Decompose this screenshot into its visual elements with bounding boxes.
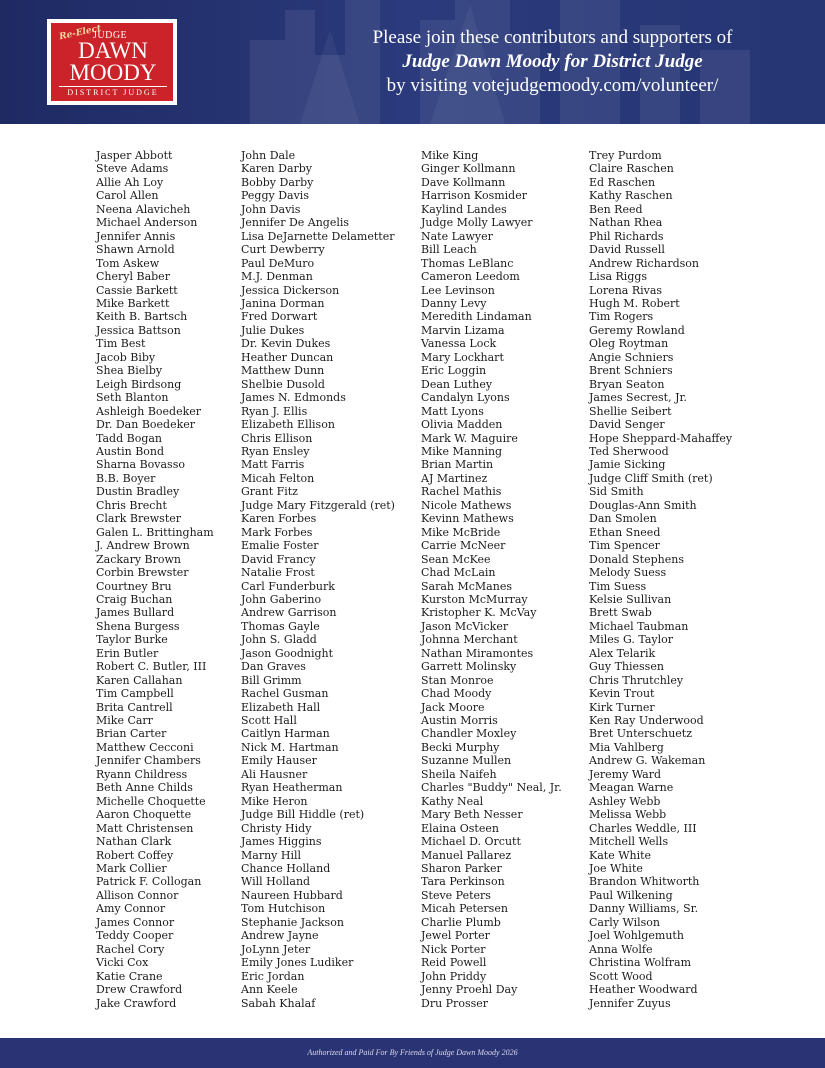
contributor-name: Tom Askew <box>96 256 160 270</box>
contributor-name: James Higgins <box>241 835 322 849</box>
contributor-name: J. Andrew Brown <box>96 539 190 553</box>
contributor-name: Ben Reed <box>589 202 643 216</box>
contributor-name: Carl Funderburk <box>241 579 335 593</box>
contributor-name: Andrew Garrison <box>241 606 337 620</box>
contributor-name: Heather Duncan <box>241 350 334 364</box>
contributor-name: Lisa DeJarnette Delametter <box>241 229 395 243</box>
contributor-name: Brent Schniers <box>589 364 673 378</box>
contributor-name: Mike Manning <box>421 444 503 458</box>
contributor-name: Ryan Ensley <box>241 444 310 458</box>
contributor-name: Emily Jones Ludiker <box>241 956 354 970</box>
contributor-name: Janina Dorman <box>241 296 325 310</box>
contributor-name: Bill Leach <box>421 243 477 257</box>
contributor-name: Melody Suess <box>589 566 667 580</box>
contributor-name: Judge Molly Lawyer <box>421 216 533 230</box>
contributor-name: Guy Thiessen <box>589 660 664 674</box>
contributor-name: Anna Wolfe <box>589 942 653 956</box>
contributor-name: Natalie Frost <box>241 566 315 580</box>
contributor-name: Jacob Biby <box>96 350 156 364</box>
contributor-name: Julie Dukes <box>241 323 305 337</box>
contributor-name: Karen Forbes <box>241 512 317 526</box>
contributor-name: Bobby Darby <box>241 175 314 189</box>
contributor-name: Stan Monroe <box>421 673 494 687</box>
footer-disclaimer: Authorized and Paid For By Friends of Judge Dawn Moody 2026 <box>0 1038 825 1068</box>
contributor-name: Nick Porter <box>421 942 486 956</box>
contributor-name: Lisa Riggs <box>589 270 648 284</box>
contributor-name: Lorena Rivas <box>589 283 663 297</box>
contributor-name: Joel Wohlgemuth <box>589 929 684 943</box>
contributor-name: Meagan Warne <box>589 781 674 795</box>
contributor-name: Mitchell Wells <box>589 835 669 849</box>
contributor-name: Paul Wilkening <box>589 888 673 902</box>
contributor-name: B.B. Boyer <box>96 471 156 485</box>
contributor-name: Jessica Dickerson <box>241 283 340 297</box>
contributor-name: Danny Levy <box>421 296 487 310</box>
contributor-name: Robert C. Butler, III <box>96 660 207 674</box>
contributor-name: Judge Mary Fitzgerald (ret) <box>241 498 395 512</box>
contributor-name: Rachel Mathis <box>421 485 502 499</box>
contributor-name: Dan Smolen <box>589 512 657 526</box>
contributor-name: Keith B. Bartsch <box>96 310 188 324</box>
contributor-name: Tim Best <box>96 337 146 351</box>
contributor-name: Jack Moore <box>421 700 485 714</box>
contributor-name: Shelbie Dusold <box>241 377 325 391</box>
contributor-name: Michelle Choquette <box>96 794 206 808</box>
contributor-name: Ryan Heatherman <box>241 781 343 795</box>
contributor-column-2 <box>241 149 431 1010</box>
campaign-logo <box>47 19 177 105</box>
contributor-name: Tim Suess <box>589 579 647 593</box>
contributor-name: Judge Cliff Smith (ret) <box>589 471 713 485</box>
contributor-name: Scott Wood <box>589 969 653 983</box>
contributor-name: Hope Sheppard-Mahaffey <box>589 431 733 445</box>
contributor-name: Peggy Davis <box>241 189 309 203</box>
contributor-name: Brett Swab <box>589 606 652 620</box>
contributor-name: Karen Darby <box>241 162 313 176</box>
contributor-name: Steve Adams <box>96 162 169 176</box>
contributor-name: Melissa Webb <box>589 808 667 822</box>
contributor-name: Austin Bond <box>96 444 165 458</box>
contributor-name: Mia Vahlberg <box>589 740 664 754</box>
contributor-name: Vanessa Lock <box>421 337 497 351</box>
contributor-name: JoLynn Jeter <box>241 942 311 956</box>
contributor-name: Nick M. Hartman <box>241 740 339 754</box>
contributor-name: Chandler Moxley <box>421 727 517 741</box>
contributor-name: Bill Grimm <box>241 673 302 687</box>
contributor-name: Sheila Naifeh <box>421 767 497 781</box>
contributor-name: James Bullard <box>96 606 175 620</box>
contributor-name: Alex Telarik <box>589 646 656 660</box>
contributor-name: Mary Lockhart <box>421 350 504 364</box>
header-line-website: by visiting votejudgemoody.com/volunteer/ <box>386 75 719 96</box>
contributor-name: Kevin Trout <box>589 687 655 701</box>
contributor-name: Christy Hidy <box>241 821 312 835</box>
contributor-name: Ashley Webb <box>589 794 661 808</box>
contributor-name: Katie Crane <box>96 969 163 983</box>
contributor-name: John Gaberino <box>241 592 322 606</box>
contributor-name: Claire Raschen <box>589 162 674 176</box>
contributor-name: Sharna Bovasso <box>96 458 185 472</box>
contributor-name: Mary Beth Nesser <box>421 808 523 822</box>
contributor-column-4 <box>589 149 779 1010</box>
contributor-name: Steve Peters <box>421 888 491 902</box>
contributor-name: Shea Bielby <box>96 364 163 378</box>
contributor-name: Kate White <box>589 848 652 862</box>
contributor-name: Patrick F. Collogan <box>96 875 202 889</box>
contributor-name: Elaina Osteen <box>421 821 499 835</box>
contributor-name: Eric Jordan <box>241 969 305 983</box>
contributor-name: Jake Crawford <box>96 996 177 1010</box>
contributor-name: Scott Hall <box>241 714 297 728</box>
contributor-name: Michael Anderson <box>96 216 198 230</box>
contributor-name: Michael Taubman <box>589 619 689 633</box>
contributor-name: Chris Thrutchley <box>589 673 684 687</box>
contributor-name: Andrew Jayne <box>241 929 319 943</box>
contributor-name: Craig Buchan <box>96 592 173 606</box>
contributor-name: Carrie McNeer <box>421 539 506 553</box>
contributor-name: Emily Hauser <box>241 754 317 768</box>
contributor-name: Joe White <box>589 862 643 876</box>
contributor-name: Kathy Neal <box>421 794 484 808</box>
contributor-name: Galen L. Brittingham <box>96 525 214 539</box>
header-banner <box>0 0 825 124</box>
contributor-name: Matt Farris <box>241 458 305 472</box>
contributor-name: Vicki Cox <box>96 956 149 970</box>
contributor-name: Christina Wolfram <box>589 956 692 970</box>
contributor-name: Marvin Lizama <box>421 323 505 337</box>
contributor-name: Jasper Abbott <box>96 149 173 162</box>
contributor-name: Micah Felton <box>241 471 315 485</box>
contributor-name: Olivia Madden <box>421 418 503 432</box>
contributor-name: Caitlyn Harman <box>241 727 330 741</box>
contributor-name: Ginger Kollmann <box>421 162 516 176</box>
contributor-name: Jason Goodnight <box>241 646 334 660</box>
contributor-name: Ali Hausner <box>241 767 308 781</box>
contributor-name: Ashleigh Boedeker <box>96 404 202 418</box>
contributor-name: Ken Ray Underwood <box>589 714 704 728</box>
contributor-name: Trey Purdom <box>589 149 662 162</box>
contributor-name: Lee Levinson <box>421 283 495 297</box>
contributor-name: Kirk Turner <box>589 700 655 714</box>
contributor-name: Johnna Merchant <box>421 633 518 647</box>
contributor-name: Micah Petersen <box>421 902 508 916</box>
contributor-name: Tim Campbell <box>96 687 174 701</box>
contributor-name: Matthew Dunn <box>241 364 325 378</box>
contributor-name: Tara Perkinson <box>421 875 505 889</box>
contributor-name: Garrett Molinsky <box>421 660 517 674</box>
contributor-name: Donald Stephens <box>589 552 684 566</box>
contributor-list <box>0 149 825 1019</box>
contributor-name: Jennifer Zuyus <box>589 996 671 1010</box>
contributor-name: Kristopher K. McVay <box>421 606 537 620</box>
contributor-name: Mike Barkett <box>96 296 170 310</box>
contributor-name: Erin Butler <box>96 646 159 660</box>
contributor-name: Matt Lyons <box>421 404 484 418</box>
contributor-name: AJ Martinez <box>421 471 488 485</box>
logo-office-text: DISTRICT JUDGE <box>67 88 159 97</box>
contributor-name: Jessica Battson <box>96 323 181 337</box>
contributor-name: Harrison Kosmider <box>421 189 527 203</box>
contributor-name: Tom Hutchison <box>241 902 326 916</box>
contributor-name: M.J. Denman <box>241 270 313 284</box>
contributor-name: Kaylind Landes <box>421 202 507 216</box>
contributor-name: John Priddy <box>421 969 487 983</box>
contributor-name: Shena Burgess <box>96 619 180 633</box>
contributor-name: Dustin Bradley <box>96 485 180 499</box>
contributor-name: Sean McKee <box>421 552 491 566</box>
contributor-name: Brian Carter <box>96 727 167 741</box>
contributor-name: Ann Keele <box>241 983 298 997</box>
contributor-name: Ryann Childress <box>96 767 188 781</box>
contributor-name: Cassie Barkett <box>96 283 178 297</box>
contributor-name: Nathan Rhea <box>589 216 663 230</box>
contributor-name: Heather Woodward <box>589 983 698 997</box>
contributor-name: Carol Allen <box>96 189 159 203</box>
contributor-name: Ed Raschen <box>589 175 656 189</box>
contributor-name: Mark Forbes <box>241 525 313 539</box>
contributor-name: Fred Dorwart <box>241 310 318 324</box>
logo-reelect-text: Re-Elect <box>58 23 103 43</box>
contributor-name: Dr. Dan Boedeker <box>96 418 196 432</box>
contributor-name: Naureen Hubbard <box>241 888 343 902</box>
contributor-name: Nicole Mathews <box>421 498 512 512</box>
contributor-name: Dave Kollmann <box>421 175 506 189</box>
contributor-name: Geremy Rowland <box>589 323 685 337</box>
contributor-name: Brian Martin <box>421 458 494 472</box>
contributor-name: Suzanne Mullen <box>421 754 512 768</box>
contributor-name: Courtney Bru <box>96 579 172 593</box>
contributor-name: James Connor <box>96 915 175 929</box>
contributor-name: Nathan Clark <box>96 835 172 849</box>
contributor-name: Sharon Parker <box>421 862 502 876</box>
contributor-name: Mike Carr <box>96 714 153 728</box>
contributor-name: Aaron Choquette <box>96 808 192 822</box>
contributor-name: Nathan Miramontes <box>421 646 534 660</box>
contributor-name: Austin Morris <box>421 714 498 728</box>
contributor-name: Bret Unterschuetz <box>589 727 693 741</box>
contributor-name: Brita Cantrell <box>96 700 173 714</box>
contributor-name: Andrew Richardson <box>589 256 700 270</box>
contributor-name: Thomas Gayle <box>241 619 320 633</box>
contributor-name: Allie Ah Loy <box>96 175 164 189</box>
contributor-name: Corbin Brewster <box>96 566 189 580</box>
contributor-name: Chris Ellison <box>241 431 313 445</box>
contributor-name: Cheryl Baber <box>96 270 170 284</box>
contributor-name: Brandon Whitworth <box>589 875 700 889</box>
contributor-name: Allison Connor <box>96 888 179 902</box>
contributor-name: Curt Dewberry <box>241 243 325 257</box>
contributor-name: Charles Weddle, III <box>589 821 697 835</box>
contributor-name: Charlie Plumb <box>421 915 501 929</box>
contributor-name: Ted Sherwood <box>589 444 669 458</box>
header-line-candidate: Judge Dawn Moody for District Judge <box>402 51 703 72</box>
contributor-name: Michael D. Orcutt <box>421 835 521 849</box>
contributor-name: Miles G. Taylor <box>589 633 673 647</box>
contributor-name: Neena Alavicheh <box>96 202 191 216</box>
contributor-name: Bryan Seaton <box>589 377 665 391</box>
contributor-name: Chance Holland <box>241 862 331 876</box>
contributor-name: Jeremy Ward <box>589 767 662 781</box>
contributor-name: Oleg Roytman <box>589 337 669 351</box>
contributor-name: David Russell <box>589 243 665 257</box>
contributor-name: Mike Heron <box>241 794 308 808</box>
contributor-name: Ryan J. Ellis <box>241 404 308 418</box>
contributor-name: Robert Coffey <box>96 848 174 862</box>
contributor-name: Will Holland <box>241 875 311 889</box>
contributor-name: Kurston McMurray <box>421 592 528 606</box>
contributor-name: Tim Spencer <box>589 539 660 553</box>
contributor-name: Beth Anne Childs <box>96 781 193 795</box>
contributor-name: James N. Edmonds <box>241 391 346 405</box>
contributor-name: Hugh M. Robert <box>589 296 680 310</box>
contributor-name: Teddy Cooper <box>96 929 174 943</box>
contributor-name: Cameron Leedom <box>421 270 520 284</box>
contributor-name: Clark Brewster <box>96 512 182 526</box>
logo-divider <box>59 86 167 87</box>
contributor-name: Nate Lawyer <box>421 229 493 243</box>
contributor-name: Andrew G. Wakeman <box>589 754 706 768</box>
header-line-intro: Please join these contributors and supporters of <box>372 27 733 48</box>
contributor-name: Mark W. Maguire <box>421 431 518 445</box>
contributor-name: Rachel Gusman <box>241 687 329 701</box>
contributor-name: Dr. Kevin Dukes <box>241 337 331 351</box>
contributor-name: Tim Rogers <box>589 310 654 324</box>
contributor-name: Seth Blanton <box>96 391 169 405</box>
contributor-name: Judge Bill Hiddle (ret) <box>241 808 365 822</box>
contributor-name: Taylor Burke <box>96 633 168 647</box>
contributor-name: Eric Loggin <box>421 364 487 378</box>
contributor-name: Sid Smith <box>589 485 644 499</box>
contributor-name: Emalie Foster <box>241 539 319 553</box>
contributor-name: Zackary Brown <box>96 552 182 566</box>
contributor-name: Charles "Buddy" Neal, Jr. <box>421 781 562 795</box>
contributor-name: Mark Collier <box>96 862 167 876</box>
contributor-name: David Francy <box>241 552 316 566</box>
contributor-name: Becki Murphy <box>421 740 500 754</box>
contributor-name: John Dale <box>241 149 296 162</box>
contributor-name: Reid Powell <box>421 956 487 970</box>
contributor-name: Shellie Seibert <box>589 404 672 418</box>
contributor-name: Carly Wilson <box>589 915 660 929</box>
contributor-name: Elizabeth Hall <box>241 700 321 714</box>
contributor-name: Matt Christensen <box>96 821 194 835</box>
contributor-name: Chris Brecht <box>96 498 167 512</box>
contributor-name: Stephanie Jackson <box>241 915 344 929</box>
contributor-name: Jennifer De Angelis <box>241 216 350 230</box>
contributor-name: Dean Luthey <box>421 377 493 391</box>
contributor-name: Meredith Lindaman <box>421 310 532 324</box>
contributor-name: Jennifer Chambers <box>96 754 201 768</box>
contributor-name: John S. Gladd <box>241 633 317 647</box>
contributor-name: Douglas-Ann Smith <box>589 498 697 512</box>
contributor-name: Chad Moody <box>421 687 492 701</box>
contributor-name: Candalyn Lyons <box>421 391 510 405</box>
contributor-name: Leigh Birdsong <box>96 377 182 391</box>
contributor-name: Elizabeth Ellison <box>241 418 335 432</box>
logo-panel <box>50 22 174 102</box>
contributor-name: Amy Connor <box>96 902 166 916</box>
contributor-name: Sarah McManes <box>421 579 512 593</box>
contributor-column-3 <box>421 149 611 1010</box>
contributor-name: Chad McLain <box>421 566 496 580</box>
contributor-name: Dan Graves <box>241 660 306 674</box>
contributor-name: Jennifer Annis <box>96 229 176 243</box>
contributor-name: Kevinn Mathews <box>421 512 514 526</box>
contributor-name: Jason McVicker <box>421 619 509 633</box>
contributor-name: Grant Fitz <box>241 485 298 499</box>
contributor-name: Drew Crawford <box>96 983 183 997</box>
contributor-name: Kelsie Sullivan <box>589 592 672 606</box>
contributor-name: Karen Callahan <box>96 673 183 687</box>
contributor-name: Angie Schniers <box>589 350 674 364</box>
contributor-name: Manuel Pallarez <box>421 848 512 862</box>
header-message <box>300 26 805 98</box>
logo-judge-text: JUDGE <box>93 30 128 41</box>
contributor-name: Tadd Bogan <box>96 431 163 445</box>
contributor-name: Jewel Porter <box>421 929 490 943</box>
contributor-name: Jamie Sicking <box>589 458 666 472</box>
contributor-name: Shawn Arnold <box>96 243 175 257</box>
contributor-name: Rachel Cory <box>96 942 165 956</box>
contributor-name: Phil Richards <box>589 229 664 243</box>
logo-last-name: MOODY <box>69 60 157 85</box>
contributor-name: Mike McBride <box>421 525 501 539</box>
contributor-name: Paul DeMuro <box>241 256 315 270</box>
contributor-name: Sabah Khalaf <box>241 996 316 1010</box>
contributor-name: Dru Prosser <box>421 996 488 1010</box>
contributor-name: Marny Hill <box>241 848 302 862</box>
contributor-name: James Secrest, Jr. <box>589 391 688 405</box>
contributor-name: Danny Williams, Sr. <box>589 902 699 916</box>
logo-first-name: DAWN <box>78 38 148 63</box>
contributor-name: Ethan Sneed <box>589 525 661 539</box>
contributor-name: Jenny Proehl Day <box>421 983 518 997</box>
contributor-name: John Davis <box>241 202 301 216</box>
contributor-name: Matthew Cecconi <box>96 740 194 754</box>
contributor-name: Mike King <box>421 149 479 162</box>
contributor-name: Kathy Raschen <box>589 189 673 203</box>
contributor-name: Thomas LeBlanc <box>421 256 514 270</box>
contributor-name: David Senger <box>589 418 665 432</box>
